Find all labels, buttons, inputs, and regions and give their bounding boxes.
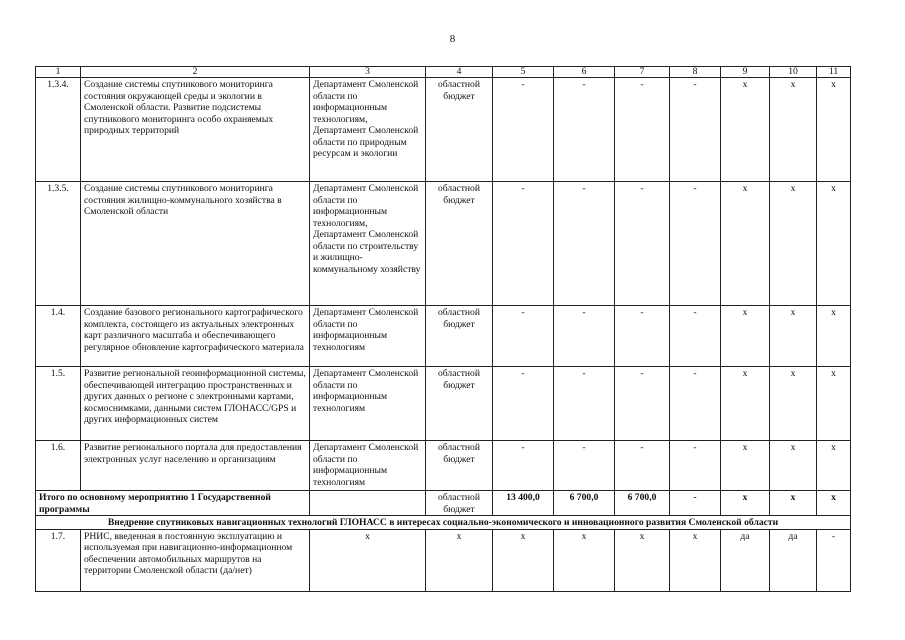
table-row bbox=[36, 367, 851, 441]
total-value: x bbox=[721, 491, 770, 516]
table-row bbox=[36, 182, 851, 306]
page-number: 8 bbox=[449, 33, 456, 45]
value-cell: - bbox=[493, 182, 554, 306]
value-cell: x bbox=[770, 182, 817, 306]
value-cell: x bbox=[721, 306, 770, 367]
total-label: Итого по основному мероприятию 1 Государственной программы bbox=[36, 491, 310, 516]
value-cell: - bbox=[615, 367, 670, 441]
value-cell: - bbox=[554, 182, 615, 306]
table-row bbox=[36, 306, 851, 367]
header-cell: 7 bbox=[615, 67, 670, 78]
value-cell: x bbox=[310, 529, 426, 591]
funding-source: областной бюджет bbox=[426, 367, 493, 441]
header-cell: 9 bbox=[721, 67, 770, 78]
header-cell: 5 bbox=[493, 67, 554, 78]
activity-title: Развитие регионального портала для предоставления электронных услуг населению и организациям bbox=[81, 441, 310, 491]
value-cell: да bbox=[770, 529, 817, 591]
value-cell: x bbox=[721, 182, 770, 306]
total-value: - bbox=[670, 491, 721, 516]
empty-cell bbox=[310, 491, 426, 516]
value-cell: - bbox=[670, 78, 721, 182]
total-value: 6 700,0 bbox=[554, 491, 615, 516]
section-row bbox=[36, 516, 851, 530]
value-cell: x bbox=[817, 441, 851, 491]
row-number: 1.6. bbox=[36, 441, 81, 491]
value-cell: x bbox=[770, 441, 817, 491]
header-row bbox=[36, 67, 851, 78]
value-cell: - bbox=[817, 529, 851, 591]
activity-title: Развитие региональной геоинформационной системы, обеспечивающей интеграцию пространственных и других данных о регионе с электронными картами, космоснимками, данными систем ГЛОНАСС/GPS и других информационных систем bbox=[81, 367, 310, 441]
program-table bbox=[35, 66, 851, 592]
row-number: 1.4. bbox=[36, 306, 81, 367]
value-cell: - bbox=[670, 367, 721, 441]
executor: Департамент Смоленской области по информационным технологиям bbox=[310, 367, 426, 441]
value-cell: - bbox=[493, 306, 554, 367]
total-row bbox=[36, 491, 851, 516]
value-cell: - bbox=[670, 441, 721, 491]
funding-source: областной бюджет bbox=[426, 78, 493, 182]
total-value: 13 400,0 bbox=[493, 491, 554, 516]
header-cell: 3 bbox=[310, 67, 426, 78]
row-number: 1.5. bbox=[36, 367, 81, 441]
activity-title: Создание базового регионального картографического комплекта, состоящего из актуальных электронных карт различного масштаба и обеспечивающего регулярное обновление картографического материала bbox=[81, 306, 310, 367]
funding-source: областной бюджет bbox=[426, 441, 493, 491]
value-cell: - bbox=[554, 367, 615, 441]
table-row bbox=[36, 529, 851, 591]
value-cell: x bbox=[817, 306, 851, 367]
total-value: 6 700,0 bbox=[615, 491, 670, 516]
value-cell: x bbox=[817, 78, 851, 182]
executor: Департамент Смоленской области по информационным технологиям bbox=[310, 441, 426, 491]
activity-title: Создание системы спутникового мониторинга состояния окружающей среды и экологии в Смоленской области. Развитие подсистемы спутникового мониторинга особо охраняемых природных территорий bbox=[81, 78, 310, 182]
value-cell: - bbox=[670, 182, 721, 306]
value-cell: - bbox=[554, 441, 615, 491]
indicator-title: РНИС, введенная в постоянную эксплуатацию и используемая при навигационно-информационном обеспечении автомобильных маршрутов на территории Смоленской области (да/нет) bbox=[81, 529, 310, 591]
funding-source: областной бюджет bbox=[426, 306, 493, 367]
row-number: 1.7. bbox=[36, 529, 81, 591]
value-cell: - bbox=[554, 78, 615, 182]
value-cell: - bbox=[615, 441, 670, 491]
value-cell: - bbox=[615, 78, 670, 182]
value-cell: x bbox=[615, 529, 670, 591]
value-cell: - bbox=[493, 441, 554, 491]
total-value: x bbox=[770, 491, 817, 516]
value-cell: x bbox=[670, 529, 721, 591]
header-cell: 6 bbox=[554, 67, 615, 78]
value-cell: x bbox=[770, 78, 817, 182]
value-cell: да bbox=[721, 529, 770, 591]
value-cell: x bbox=[426, 529, 493, 591]
value-cell: - bbox=[554, 306, 615, 367]
value-cell: x bbox=[554, 529, 615, 591]
row-number: 1.3.5. bbox=[36, 182, 81, 306]
row-number: 1.3.4. bbox=[36, 78, 81, 182]
value-cell: - bbox=[493, 367, 554, 441]
funding-source: областной бюджет bbox=[426, 182, 493, 306]
value-cell: x bbox=[721, 441, 770, 491]
header-cell: 1 bbox=[36, 67, 81, 78]
value-cell: x bbox=[770, 367, 817, 441]
header-cell: 11 bbox=[817, 67, 851, 78]
funding-source: областной бюджет bbox=[426, 491, 493, 516]
value-cell: x bbox=[721, 367, 770, 441]
value-cell: - bbox=[670, 306, 721, 367]
value-cell: x bbox=[817, 367, 851, 441]
section-title: Внедрение спутниковых навигационных технологий ГЛОНАСС в интересах социально-экономического и инновационного развития Смоленской области bbox=[36, 516, 851, 530]
value-cell: x bbox=[817, 182, 851, 306]
executor: Департамент Смоленской области по информационным технологиям bbox=[310, 306, 426, 367]
value-cell: - bbox=[615, 306, 670, 367]
header-cell: 4 bbox=[426, 67, 493, 78]
value-cell: - bbox=[493, 78, 554, 182]
value-cell: x bbox=[721, 78, 770, 182]
header-cell: 8 bbox=[670, 67, 721, 78]
header-cell: 10 bbox=[770, 67, 817, 78]
total-value: x bbox=[817, 491, 851, 516]
value-cell: - bbox=[615, 182, 670, 306]
table-row bbox=[36, 441, 851, 491]
executor: Департамент Смоленской области по информационным технологиям, Департамент Смоленской области по природным ресурсам и экологии bbox=[310, 78, 426, 182]
value-cell: x bbox=[770, 306, 817, 367]
table-row bbox=[36, 78, 851, 182]
executor: Департамент Смоленской области по информационным технологиям, Департамент Смоленской области по строительству и жилищно-коммунальному хозяйству bbox=[310, 182, 426, 306]
header-cell: 2 bbox=[81, 67, 310, 78]
value-cell: x bbox=[493, 529, 554, 591]
activity-title: Создание системы спутникового мониторинга состояния жилищно-коммунального хозяйства в Смоленской области bbox=[81, 182, 310, 306]
